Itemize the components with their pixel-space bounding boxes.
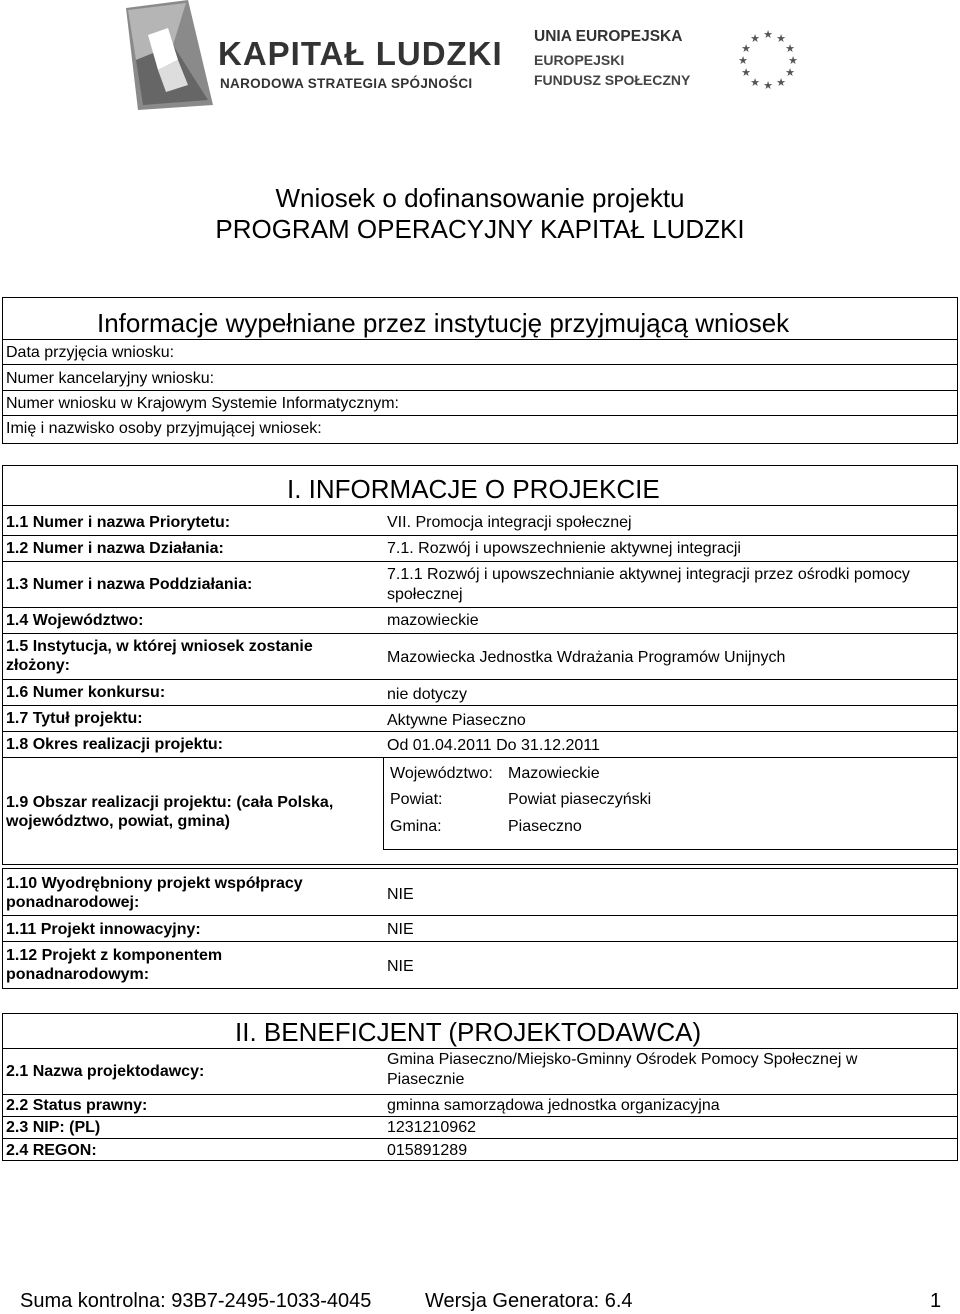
intake-rule-2 [3, 364, 957, 365]
section2-box [2, 1013, 958, 1161]
eu-stars-icon [734, 28, 802, 90]
contest-number-label: 1.6 Numer konkursu: [6, 684, 166, 701]
applicant-name-label: 2.1 Nazwa projektodawcy: [6, 1063, 205, 1080]
area-label: 1.9 Obszar realizacji projektu: (cała Polska, województwo, powiat, gmina) [6, 794, 334, 830]
section2-rule-3 [3, 1138, 957, 1139]
intake-rule-1 [3, 339, 957, 340]
regon-value: 015891289 [387, 1142, 468, 1159]
subaction-label: 1.3 Numer i nazwa Poddziałania: [6, 576, 253, 593]
kapital-ludzki-emblem-icon [118, 0, 213, 110]
area-divider [383, 757, 385, 849]
period-value: Od 01.04.2011 Do 31.12.2011 [387, 737, 600, 754]
title-line2: PROGRAM OPERACYJNY KAPITAŁ LUDZKI [215, 214, 745, 244]
title-line1: Wniosek o dofinansowanie projektu [275, 183, 685, 213]
innovative-label: 1.11 Projekt innowacyjny: [6, 921, 201, 938]
area-bottom-rule [383, 849, 957, 850]
svg-text:★: ★ [785, 42, 795, 55]
intake-rule-4 [3, 415, 957, 416]
voivodeship-label: 1.4 Województwo: [6, 612, 144, 629]
section1b-box [2, 868, 958, 989]
footer-generator-version: Wersja Generatora: 6.4 [425, 1290, 633, 1312]
area-voivodeship-label: Województwo: [390, 765, 493, 782]
project-title-value: Aktywne Piaseczno [387, 712, 526, 729]
applicant-name-value: Gmina Piaseczno/Miejsko-Gminny Ośrodek Pomocy Społecznej w Piasecznie [387, 1051, 858, 1088]
kapital-ludzki-title: KAPITAŁ LUDZKI [218, 35, 503, 72]
action-label: 1.2 Numer i nazwa Działania: [6, 540, 224, 557]
footer-page-number: 1 [930, 1290, 942, 1312]
section1-heading: I. INFORMACJE O PROJEKCIE [287, 474, 660, 504]
section2-rule-2 [3, 1116, 957, 1117]
section1b-rule-2 [3, 941, 957, 942]
intake-heading: Informacje wypełniane przez instytucję przyjmującą wniosek [97, 308, 790, 338]
section2-heading: II. BENEFICJENT (PROJEKTODAWCA) [235, 1017, 702, 1047]
area-commune-label: Gmina: [390, 818, 442, 835]
document-title [0, 183, 960, 245]
intake-rule-3 [3, 390, 957, 391]
section2-rule-head [3, 1048, 957, 1049]
svg-text:★: ★ [763, 28, 773, 41]
section1-rule-2 [3, 561, 957, 562]
intake-field-receiver-name: Imię i nazwisko osoby przyjmującej wniosek: [6, 420, 322, 437]
intake-field-received-date: Data przyjęcia wniosku: [6, 344, 175, 361]
priority-label: 1.1 Numer i nazwa Priorytetu: [6, 514, 231, 531]
eu-line2: EUROPEJSKI [534, 52, 625, 68]
intake-field-ksi-number: Numer wniosku w Krajowym Systemie Informatycznym: [6, 395, 399, 412]
section1-rule-6 [3, 705, 957, 706]
contest-number-value: nie dotyczy [387, 686, 468, 703]
institution-label: 1.5 Instytucja, w której wniosek zostanie złożony: [6, 638, 313, 674]
svg-text:★: ★ [741, 42, 751, 55]
eu-line3: FUNDUSZ SPOŁECZNY [534, 72, 691, 88]
transnational-component-label: 1.12 Projekt z komponentem ponadnarodowym: [6, 947, 223, 983]
nip-value: 1231210962 [387, 1119, 476, 1136]
svg-text:★: ★ [741, 66, 751, 79]
kapital-ludzki-logo [118, 0, 503, 110]
section1-box [2, 465, 958, 865]
priority-value: VII. Promocja integracji społecznej [387, 514, 632, 531]
intake-field-office-number: Numer kancelaryjny wniosku: [6, 370, 215, 387]
innovative-value: NIE [387, 921, 414, 938]
nip-label: 2.3 NIP: (PL) [6, 1119, 101, 1136]
svg-text:★: ★ [763, 79, 773, 90]
section1-rule-3 [3, 607, 957, 608]
eu-line1: UNIA EUROPEJSKA [534, 28, 683, 45]
svg-text:★: ★ [776, 76, 786, 89]
legal-status-value: gminna samorządowa jednostka organizacyjna [387, 1097, 720, 1114]
footer [0, 1290, 960, 1314]
transnational-label: 1.10 Wyodrębniony projekt współpracy ponadnarodowej: [6, 875, 303, 911]
regon-label: 2.4 REGON: [6, 1142, 97, 1159]
voivodeship-value: mazowieckie [387, 612, 479, 629]
svg-text:★: ★ [788, 54, 798, 67]
section1-rule-8 [3, 757, 957, 758]
section1-rule-7 [3, 731, 957, 732]
section2-rule-1 [3, 1094, 957, 1095]
kapital-ludzki-subtitle: NARODOWA STRATEGIA SPÓJNOŚCI [220, 76, 473, 91]
period-label: 1.8 Okres realizacji projektu: [6, 736, 223, 753]
svg-text:★: ★ [785, 66, 795, 79]
legal-status-label: 2.2 Status prawny: [6, 1097, 148, 1114]
svg-text:★: ★ [750, 32, 760, 45]
area-voivodeship-value: Mazowieckie [508, 765, 600, 782]
area-commune-value: Piaseczno [508, 818, 582, 835]
institution-value: Mazowiecka Jednostka Wdrażania Programów Unijnych [387, 649, 786, 666]
section1-rule-4 [3, 633, 957, 634]
svg-text:★: ★ [750, 76, 760, 89]
svg-text:★: ★ [738, 54, 748, 67]
section1-rule-head [3, 505, 957, 506]
svg-text:★: ★ [776, 32, 786, 45]
eu-logo [534, 28, 834, 98]
project-title-label: 1.7 Tytuł projektu: [6, 710, 143, 727]
transnational-component-value: NIE [387, 958, 414, 975]
section1-rule-5 [3, 679, 957, 680]
section1-rule-1 [3, 535, 957, 536]
action-value: 7.1. Rozwój i upowszechnienie aktywnej integracji [387, 540, 741, 557]
intake-box [2, 297, 958, 444]
area-county-value: Powiat piaseczyński [508, 791, 652, 808]
subaction-value: 7.1.1 Rozwój i upowszechnianie aktywnej integracji przez ośrodki pomocy społecznej [387, 566, 910, 603]
footer-checksum: Suma kontrolna: 93B7-2495-1033-4045 [20, 1290, 372, 1312]
area-county-label: Powiat: [390, 791, 443, 808]
section1b-rule-1 [3, 915, 957, 916]
transnational-value: NIE [387, 886, 414, 903]
